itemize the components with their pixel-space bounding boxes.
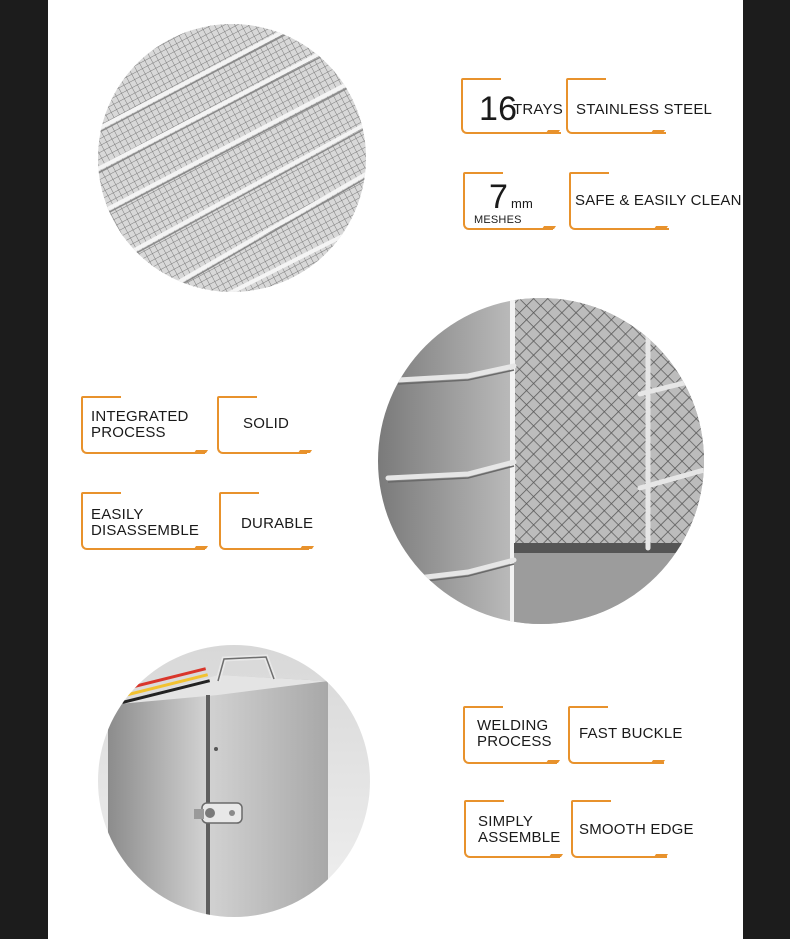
stainless-label: STAINLESS STEEL [576,101,713,118]
accent-tick [546,760,560,763]
smooth-tag [571,802,694,858]
clean-label: SAFE & EASILY CLEAN [575,192,742,209]
assemble-tag [464,802,560,858]
accent-tick [651,760,665,763]
welding-line1: WELDING [477,717,549,734]
mesh-unit: mm [511,196,534,211]
accent-tick [300,546,314,549]
accent-tick [194,450,208,453]
smooth-label: SMOOTH EDGE [579,821,694,838]
integrated-line2: PROCESS [91,424,166,441]
assemble-line2: ASSEMBLE [478,829,561,846]
accent-tick [654,854,668,857]
trays-number: 16 [479,90,518,128]
solid-tag [217,398,307,454]
clean-tag [569,174,742,230]
accent-tick [651,130,665,133]
trays-tag [461,80,561,134]
integrated-line1: INTEGRATED [91,408,189,425]
buckle-label: FAST BUCKLE [579,725,683,742]
mesh-tag [463,174,553,230]
mesh-number: 7 [489,178,509,216]
durable-tag [219,494,314,550]
solid-label: SOLID [243,415,290,432]
disassemble-line2: DISASSEMBLE [91,522,200,539]
disassemble-line1: EASILY [91,506,144,523]
integrated-tag [81,398,205,454]
accent-tick [298,450,312,453]
accent-tick [654,226,668,229]
buckle-tag [568,708,683,764]
welding-line2: PROCESS [477,733,552,750]
durable-label: DURABLE [241,515,314,532]
disassemble-tag [81,494,205,550]
welding-tag [463,708,557,764]
accent-tick [549,854,563,857]
mesh-label: MESHES [474,214,522,226]
stainless-tag [566,80,713,134]
cabinet-buckle-photo [98,645,370,917]
trays-label: TRAYS [513,101,563,118]
accent-tick [546,130,560,133]
accent-tick [194,546,208,549]
interior-rails-photo [378,298,704,624]
mesh-trays-photo [98,24,366,292]
assemble-line1: SIMPLY [478,813,534,830]
accent-tick [542,226,556,229]
